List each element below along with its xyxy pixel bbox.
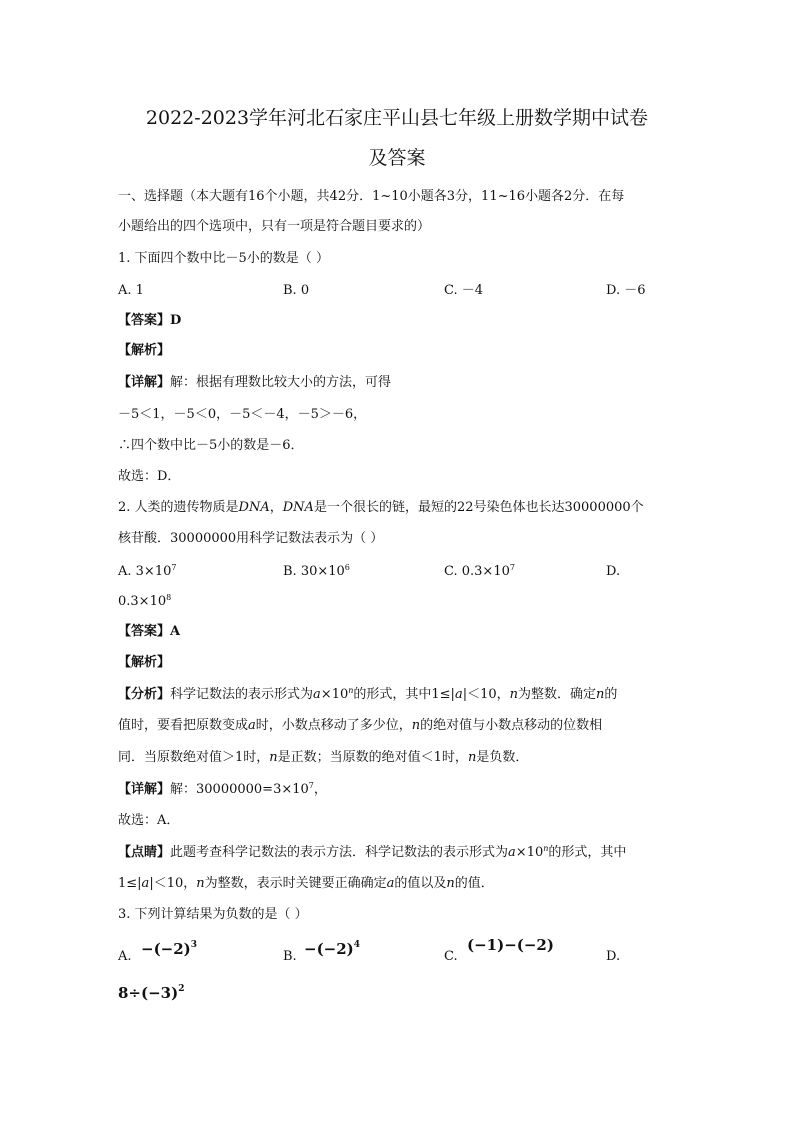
q2-dj-2b: |＜10，	[149, 876, 197, 891]
q2-dna-term-2: DNA	[282, 500, 314, 515]
q2-option-a-base: A. 3×10	[118, 564, 172, 579]
q2-choice: 故选：A．	[118, 813, 180, 828]
q2-stem-b: ，	[269, 500, 283, 515]
var-n: n	[543, 844, 549, 853]
q2-option-d-exp: 8	[166, 593, 172, 602]
q1-choice: 故选：D．	[118, 469, 181, 484]
q2-detail-exp: 7	[308, 781, 314, 790]
q3-option-d-label: D.	[606, 949, 621, 964]
q2-fenxi-2b: 时，小数点移动了多少位，	[255, 718, 412, 733]
q1-steps: －5＜1，－5＜0，－5＜－4，－5＞－6，	[118, 407, 367, 422]
q2-option-a-exp: 7	[171, 563, 177, 572]
question-3-stem: 3. 下列计算结果为负数的是（ ）	[118, 907, 308, 922]
q3-option-b-base: −(−2)	[304, 940, 354, 958]
q2-stem-c: 是一个很长的链，最短的22号染色体也长达30000000个	[313, 500, 644, 515]
q1-detail	[118, 374, 678, 392]
q3-option-a-base: −(−2)	[141, 940, 191, 958]
q3-option-b-exp: 4	[353, 940, 361, 950]
q2-option-c	[444, 563, 515, 581]
question-2-stem-cont: 核苷酸．30000000用科学记数法表示为（ ）	[118, 531, 384, 546]
q2-option-c-exp: 7	[509, 563, 515, 572]
q2-fenxi-1b: 的形式，其中1≤|	[353, 687, 455, 702]
q2-detail-end: ，	[313, 782, 327, 797]
q1-detail-label: 【详解】	[118, 375, 171, 390]
q2-fenxi-1c: |＜10，	[462, 687, 510, 702]
var-a: a	[386, 876, 395, 891]
q2-option-d-base: 0.3×10	[118, 594, 167, 609]
section-heading-cont: 小题给出的四个选项中，只有一项是符合题目要求的）	[118, 219, 431, 234]
q2-fenxi-line3	[118, 749, 678, 767]
var-n: n	[269, 750, 278, 765]
q3-option-a-label: A.	[118, 949, 132, 964]
q1-option-c: C. －4	[444, 283, 484, 298]
var-n: n	[411, 718, 421, 733]
times-ten: ×10	[515, 845, 544, 860]
q3-option-a-expr	[141, 940, 197, 958]
q2-option-b	[283, 563, 350, 581]
document-title-line2: 及答案	[368, 147, 426, 169]
q2-dj-2a: 1≤|	[118, 876, 142, 891]
q1-detail-text: 解：根据有理数比较大小的方法，可得	[170, 375, 392, 390]
q2-option-a	[118, 563, 176, 581]
section-heading: 一、选择题（本大题有16个小题，共42分．1~10小题各3分，11~16小题各2分．在每	[118, 189, 625, 204]
q2-dj-2e: 的值．	[454, 876, 494, 891]
q2-dianjing-line2	[118, 875, 678, 893]
times-ten: ×10	[320, 687, 349, 702]
q2-fenxi-2c: 的绝对值与小数点移动的位数相	[420, 718, 603, 733]
q2-option-b-exp: 6	[344, 563, 350, 572]
q1-answer: 【答案】D	[118, 313, 182, 328]
q2-fenxi-2a: 值时，要看把原数变成	[118, 718, 249, 733]
q2-detail-base: 解：30000000=3×10	[170, 782, 309, 797]
q2-option-c-base: C. 0.3×10	[444, 564, 510, 579]
var-n: n	[509, 687, 519, 702]
q2-option-d-label: D.	[606, 564, 621, 579]
q2-option-b-base: B. 30×10	[283, 564, 345, 579]
q2-dianjing-line1	[118, 844, 678, 862]
q3-option-a-exp: 3	[190, 940, 198, 950]
q1-conclusion: ∴四个数中比－5小的数是－6．	[118, 438, 304, 453]
q2-detail-label: 【详解】	[118, 782, 171, 797]
var-a: a	[141, 876, 150, 891]
q1-option-b: B. 0	[283, 283, 310, 298]
q2-answer: 【答案】A	[118, 624, 181, 639]
q2-analysis-heading: 【解析】	[118, 655, 171, 670]
q3-option-d-base: 8÷(−3)	[118, 984, 179, 1002]
q1-option-d: D. －6	[606, 283, 646, 298]
q2-fenxi-1d: 为整数．确定	[518, 687, 597, 702]
q3-option-c-label: C.	[444, 949, 458, 964]
var-n: n	[467, 750, 477, 765]
q1-analysis-heading: 【解析】	[118, 343, 171, 358]
var-n: n	[348, 686, 354, 695]
q3-option-b-expr	[304, 940, 360, 958]
q3-option-c-expr: (−1)−(−2)	[467, 936, 554, 954]
var-n: n	[196, 876, 205, 891]
q2-option-d	[118, 593, 171, 611]
q2-dj-1a: 此题考查科学记数法的表示方法．科学记数法的表示形式为	[170, 845, 509, 860]
q2-fenxi-line2	[118, 717, 678, 735]
var-a: a	[248, 718, 256, 733]
var-n: n	[596, 687, 605, 702]
q2-fenxi-1a: 科学记数法的表示形式为	[170, 687, 314, 702]
q3-option-d-expr	[118, 984, 184, 1002]
q2-dna-term: DNA	[238, 500, 270, 515]
q2-dj-2c: 为整数，表示时关键要正确确定	[204, 876, 387, 891]
q2-detail	[118, 781, 678, 799]
q2-fenxi-1e: 的	[604, 687, 618, 702]
q2-dj-2d: 的值以及	[394, 876, 447, 891]
var-a: a	[313, 687, 321, 702]
question-1-stem: 1. 下面四个数中比－5小的数是（ ）	[118, 251, 329, 266]
var-a: a	[454, 687, 463, 702]
q2-dianjing-label: 【点睛】	[118, 845, 171, 860]
q2-fenxi-3b: 是正数；当原数的绝对值＜1时，	[277, 750, 468, 765]
var-n: n	[446, 876, 455, 891]
q2-dj-1b: 的形式，其中	[548, 845, 627, 860]
q2-fenxi-line1	[118, 686, 678, 704]
q2-fenxi-label: 【分析】	[118, 687, 171, 702]
q2-stem-a: 2. 人类的遗传物质是	[118, 500, 239, 515]
q1-option-a: A. 1	[118, 283, 144, 298]
document-title-line1: 2022-2023学年河北石家庄平山县七年级上册数学期中试卷	[145, 107, 649, 129]
var-a: a	[508, 845, 516, 860]
q2-fenxi-3a: 同．当原数绝对值＞1时，	[118, 750, 270, 765]
q2-fenxi-3c: 是负数．	[476, 750, 529, 765]
q3-option-d-exp: 2	[178, 984, 185, 994]
question-2-stem	[118, 499, 678, 517]
q3-option-b-label: B.	[283, 949, 297, 964]
